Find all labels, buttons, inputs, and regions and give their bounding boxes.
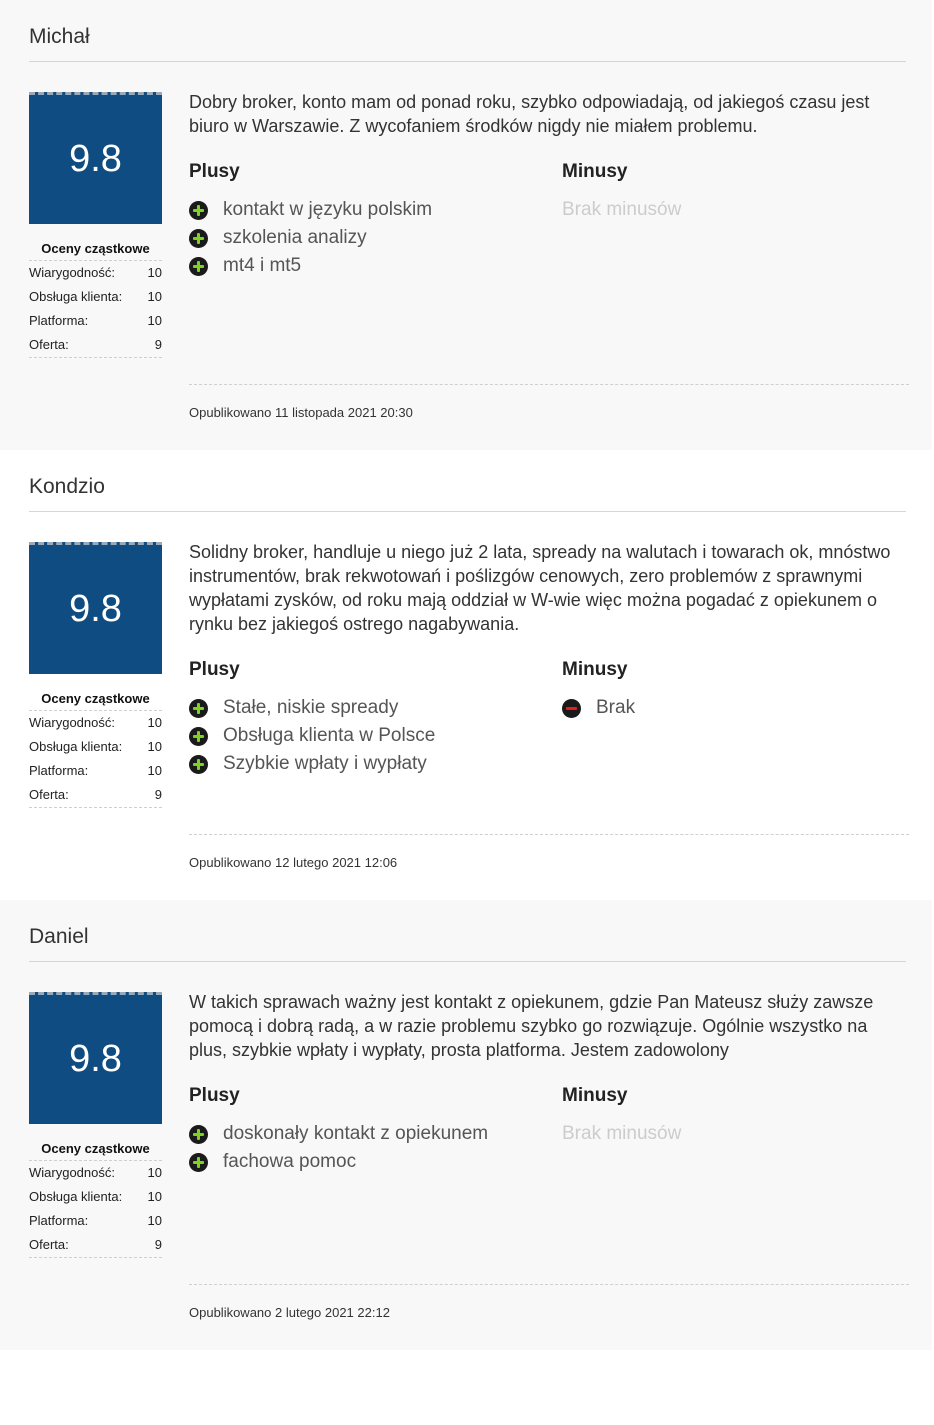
partial-rating-label: Wiarygodność:: [29, 715, 115, 730]
no-minuses-text: Brak minusów: [562, 199, 682, 220]
pro-item: [189, 750, 549, 778]
review-divider: [189, 834, 909, 835]
partial-rating-row: [29, 783, 162, 807]
review-text: W takich sprawach ważny jest kontakt z opiekunem, gdzie Pan Mateusz służy zawsze pomocą i dobrą radą, a w razie problemu szybko go rozwiązuje. Ogólnie wszystko na plus, szybkie wpłaty i wypłaty, prosta platforma. Jestem zadowolony: [189, 992, 874, 1060]
cons-column: [562, 1084, 902, 1148]
review-body: [189, 540, 909, 774]
pro-item-label: mt4 i mt5: [223, 255, 302, 276]
partial-rating-row: [29, 1233, 162, 1257]
review-content: [29, 62, 906, 450]
partial-rating-value: 10: [147, 1165, 162, 1180]
partial-ratings-title: Oceny cząstkowe: [29, 1141, 162, 1161]
overall-score: 9.8: [29, 542, 162, 674]
pros-column-title: Plusy: [189, 659, 240, 680]
pro-item-label: Obsługa klienta w Polsce: [223, 725, 436, 746]
partial-rating-value: 10: [147, 289, 162, 304]
ratings-column: [29, 992, 162, 1258]
cons-column: [562, 160, 902, 224]
partial-rating-value: 10: [147, 763, 162, 778]
partial-rating-row: [29, 759, 162, 783]
pros-column: [189, 658, 549, 778]
partial-rating-value: 10: [147, 1213, 162, 1228]
con-item: [562, 694, 902, 722]
cons-column-title: Minusy: [562, 161, 628, 182]
partial-rating-label: Platforma:: [29, 763, 89, 778]
partial-rating-row: [29, 1185, 162, 1209]
pro-item: [189, 1148, 549, 1176]
partial-rating-label: Wiarygodność:: [29, 1165, 115, 1180]
review-author: Kondzio: [29, 450, 906, 512]
partial-rating-row: [29, 1209, 162, 1233]
pros-column: [189, 160, 549, 280]
partial-rating-row: [29, 735, 162, 759]
published-date: Opublikowano 2 lutego 2021 22:12: [189, 1305, 390, 1320]
review-body: [189, 90, 909, 276]
pros-column: [189, 1084, 549, 1176]
partial-rating-value: 10: [147, 739, 162, 754]
partial-rating-row: [29, 285, 162, 309]
plus-circle-icon: [189, 201, 208, 220]
partial-rating-label: Wiarygodność:: [29, 265, 115, 280]
published-date: Opublikowano 12 lutego 2021 12:06: [189, 855, 398, 870]
review-body: [189, 990, 909, 1172]
partial-rating-row: [29, 261, 162, 285]
review-content: [29, 962, 906, 1350]
partial-ratings-list: [29, 1161, 162, 1258]
pros-column-title: Plusy: [189, 1085, 240, 1106]
plus-circle-icon: [189, 755, 208, 774]
partial-rating-value: 9: [154, 787, 162, 802]
partial-rating-label: Obsługa klienta:: [29, 739, 123, 754]
partial-rating-label: Obsługa klienta:: [29, 1189, 123, 1204]
partial-rating-value: 10: [147, 313, 162, 328]
partial-rating-row: [29, 1161, 162, 1185]
pro-item: [189, 694, 549, 722]
pro-item: [189, 1120, 549, 1148]
partial-ratings-list: [29, 711, 162, 808]
overall-score: 9.8: [29, 92, 162, 224]
review-text: Solidny broker, handluje u niego już 2 lata, spready na walutach i towarach ok, mnóstwo instrumentów, brak rekwotowań i poślizgów cenowych, zero problemów z sprawnymi wypłatami zysków, od roku mają oddział w W-wie więc można pogadać z opiekunem o rynku bez jakiegoś ostrego nagabywania.: [189, 542, 891, 634]
cons-column: [562, 658, 902, 722]
overall-score: 9.8: [29, 992, 162, 1124]
review-card: [0, 0, 932, 450]
pro-item: [189, 196, 549, 224]
partial-rating-row: [29, 333, 162, 357]
review-author: Daniel: [29, 900, 906, 962]
partial-ratings-title: Oceny cząstkowe: [29, 241, 162, 261]
partial-rating-value: 10: [147, 715, 162, 730]
pro-item-label: doskonały kontakt z opiekunem: [223, 1123, 489, 1144]
partial-rating-value: 9: [154, 337, 162, 352]
partial-rating-row: [29, 711, 162, 735]
pro-item-label: Stałe, niskie spready: [223, 697, 399, 718]
pro-item-label: Szybkie wpłaty i wypłaty: [223, 753, 427, 774]
partial-ratings-list: [29, 261, 162, 358]
plus-circle-icon: [189, 727, 208, 746]
review-author: Michał: [29, 0, 906, 62]
partial-rating-row: [29, 309, 162, 333]
review-divider: [189, 384, 909, 385]
cons-column-title: Minusy: [562, 1085, 628, 1106]
partial-rating-value: 10: [147, 1189, 162, 1204]
plus-circle-icon: [189, 1125, 208, 1144]
minus-circle-icon: [562, 699, 581, 718]
partial-rating-label: Oferta:: [29, 787, 69, 802]
partial-rating-label: Obsługa klienta:: [29, 289, 123, 304]
pro-item-label: fachowa pomoc: [223, 1151, 357, 1172]
pro-item: [189, 722, 549, 750]
partial-rating-label: Oferta:: [29, 1237, 69, 1252]
partial-rating-label: Oferta:: [29, 337, 69, 352]
review-card: [0, 450, 932, 900]
published-date: Opublikowano 11 listopada 2021 20:30: [189, 405, 413, 420]
review-content: [29, 512, 906, 900]
no-minuses-text: Brak minusów: [562, 1123, 682, 1144]
ratings-column: [29, 92, 162, 358]
pro-item: [189, 252, 549, 280]
plus-circle-icon: [189, 699, 208, 718]
cons-column-title: Minusy: [562, 659, 628, 680]
plus-circle-icon: [189, 229, 208, 248]
review-divider: [189, 1284, 909, 1285]
partial-rating-value: 10: [147, 265, 162, 280]
review-text: Dobry broker, konto mam od ponad roku, szybko odpowiadają, od jakiegoś czasu jest biuro w Warszawie. Z wycofaniem środków nigdy nie miałem problemu.: [189, 92, 870, 136]
plus-circle-icon: [189, 257, 208, 276]
partial-rating-label: Platforma:: [29, 1213, 89, 1228]
pro-item: [189, 224, 549, 252]
plus-circle-icon: [189, 1153, 208, 1172]
partial-rating-label: Platforma:: [29, 313, 89, 328]
pros-column-title: Plusy: [189, 161, 240, 182]
partial-ratings-title: Oceny cząstkowe: [29, 691, 162, 711]
ratings-column: [29, 542, 162, 808]
pro-item-label: kontakt w języku polskim: [223, 199, 433, 220]
review-card: [0, 900, 932, 1350]
pro-item-label: szkolenia analizy: [223, 227, 367, 248]
partial-rating-value: 9: [154, 1237, 162, 1252]
con-item-label: Brak: [596, 697, 636, 718]
